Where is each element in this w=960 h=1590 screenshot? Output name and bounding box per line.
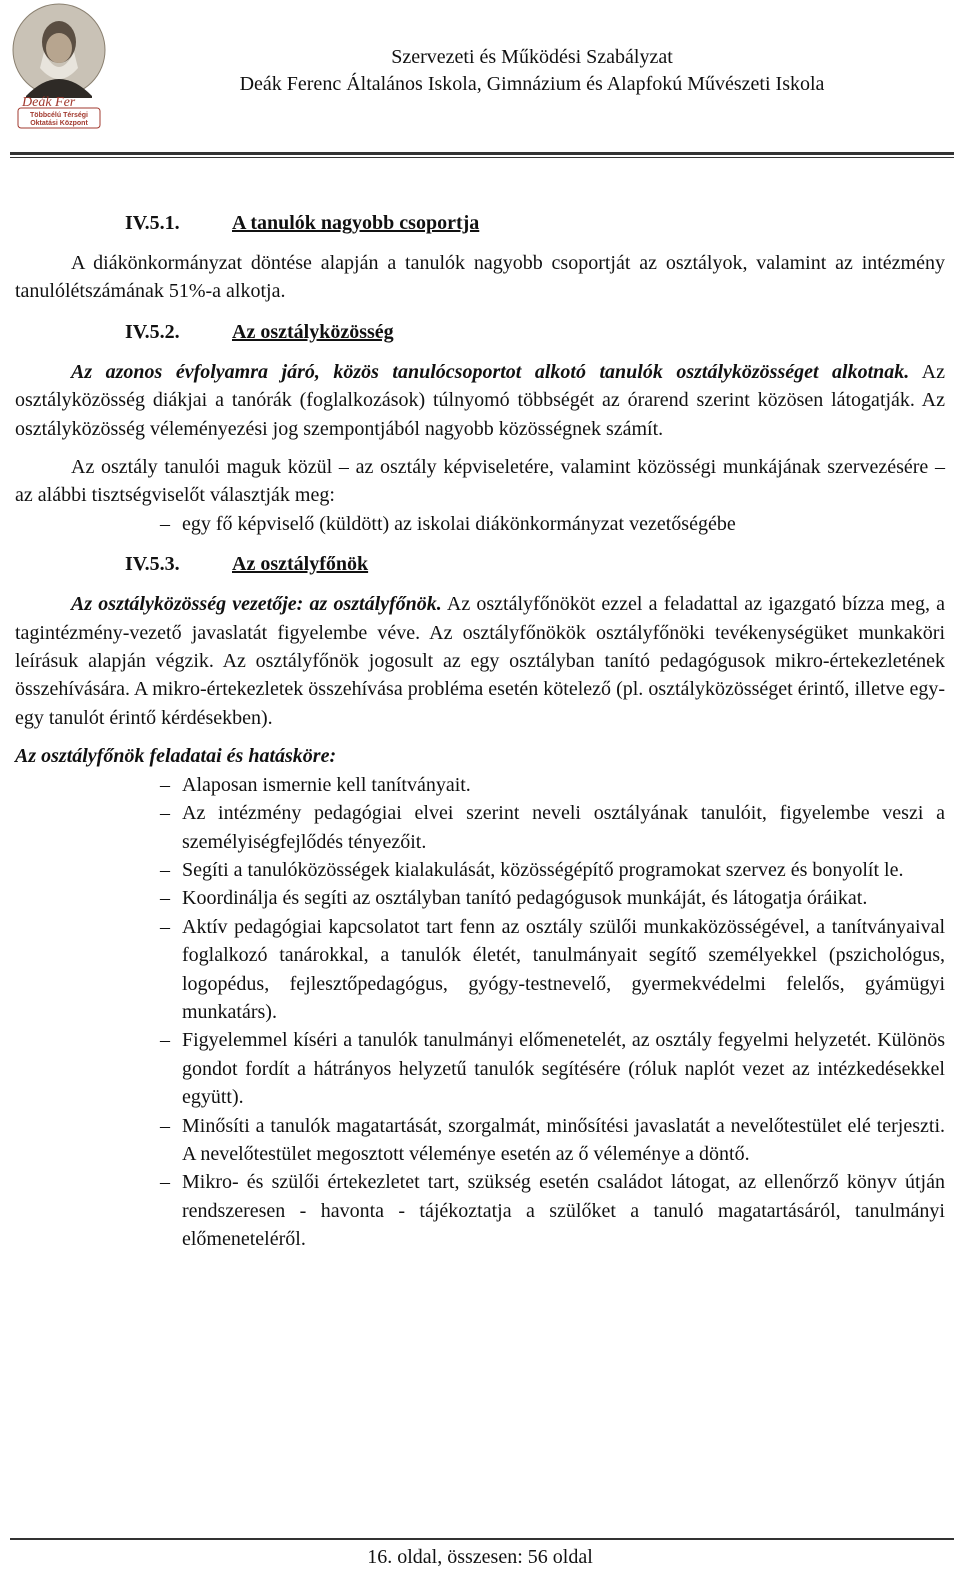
section-heading-2 [125,316,945,348]
emphasis: Az azonos évfolyamra járó, közös tanulócsoportot alkotó tanulók osztályközösséget alkotnak. [71,360,910,383]
duties-heading: Az osztályfőnök feladatai és hatásköre: [15,745,337,768]
list-item: – Segíti a tanulóközösségek kialakulását, közösségépítő programokat szervez és bonyolít le. [182,856,945,884]
section-number: IV.5.1. [125,211,180,234]
section-number: IV.5.2. [125,320,180,343]
section-title: Az osztályközösség [232,320,394,343]
section-heading-3 [125,548,945,580]
section-number: IV.5.3. [125,553,180,576]
list-item: – Alaposan ismernie kell tanítványait. [182,771,945,799]
list-item: – Minősíti a tanulók magatartását, szorgalmát, minősítési javaslatát a nevelőtestület elé terjeszti. A nevelőtestület megosztott véleménye esetén az ő véleménye a döntő. [182,1112,945,1169]
duties-list [15,771,945,1254]
header-title [112,44,952,98]
footer-divider [10,1538,954,1540]
emphasis: Az osztályközösség vezetője: az osztályfőnök. [71,593,442,616]
header-line-2: Deák Ferenc Általános Iskola, Gimnázium és Alapfokú Művészeti Iskola [239,73,825,95]
logo-text-1: Többcélú Térségi [30,112,88,119]
section-title: A tanulók nagyobb csoportja [232,211,480,234]
header-divider [10,152,954,158]
section-heading-1 [125,207,945,239]
paragraph: A diákönkormányzat döntése alapján a tanulók nagyobb csoportját az osztályok, valamint az intézmény tanulólétszámának 51%-a alkotja. [15,252,945,303]
list-item: – Mikro- és szülői értekezletet tart, szükség esetén családot látogat, az ellenőrző könyv útján rendszeresen - havonta - tájékoztatja a szülőket a tanuló magatartásáról, tanulmányi előmeneteléről. [182,1168,945,1253]
page-header [0,0,960,160]
section-title: Az osztályfőnök [232,553,369,576]
list-item: – Az intézmény pedagógiai elvei szerint neveli osztályának tanulóit, figyelembe veszi a személyiségfejlődés tényezőit. [182,799,945,856]
bullet-list [15,510,945,538]
list-item: – egy fő képviselő (küldött) az iskolai diákönkormányzat vezetőségébe [182,510,945,538]
list-item: – Figyelemmel kíséri a tanulók tanulmányi előmenetelét, az osztály fegyelmi helyzetét. Különös gondot fordít a hátrányos helyzetű tanulók segítésére (róluk naplót vezet az intézkedésekkel együtt). [182,1026,945,1111]
list-item: – Aktív pedagógiai kapcsolatot tart fenn az osztály szülői munkaközösségével, a tanítványaival foglalkozó tanárokkal, a tanulók életét, tanulmányait segítő személyekkel (pszichológus, logopédus, fejlesztőpedagógus, gyógy-testnevelő, gyermekvédelmi felelős, gyámügyi munkatárs). [182,913,945,1027]
page-number: 16. oldal, összesen: 56 oldal [367,1546,593,1568]
svg-text:Deák Fer: Deák Fer [22,95,76,110]
document-body [15,207,945,1254]
header-line-1: Szervezeti és Működési Szabályzat [391,46,673,68]
list-item: – Koordinálja és segíti az osztályban tanító pedagógusok munkáját, és látogatja óráikat. [182,884,945,912]
paragraph: Az azonos évfolyamra járó, közös tanulócsoportot alkotó tanulók osztályközösséget alkotnak. Az osztályközösség diákjai a tanórák (foglalkozások) túlnyomó többségét az órarend szerint közösen látogatják. Az osztályközösség véleményezési jog szempontjából nagyobb közösségnek számít. [15,360,946,440]
logo-text-2: Oktatási Központ [30,120,88,127]
school-logo [8,2,110,130]
paragraph: Az osztály tanulói maguk közül – az osztály képviseletére, valamint közösségi munkájának szervezésére – az alábbi tisztségviselőt választják meg: [15,456,945,507]
paragraph: Az osztályközösség vezetője: az osztályfőnök. Az osztályfőnököt ezzel a feladattal az igazgató bízza meg, a tagintézmény-vezető javaslatát figyelembe véve. Az osztályfőnökök osztályfőnöki tevékenységüket munkaköri leírásuk alapján végzik. Az osztályfőnök jogosult az egy osztályban tanító pedagógusok mikro-értekezletének összehívására. A mikro-értekezletek összehívása probléma esetén kötelező (pl. osztályközösséget érintő, illetve egy-egy tanulót érintő kérdésekben). [15,593,946,729]
